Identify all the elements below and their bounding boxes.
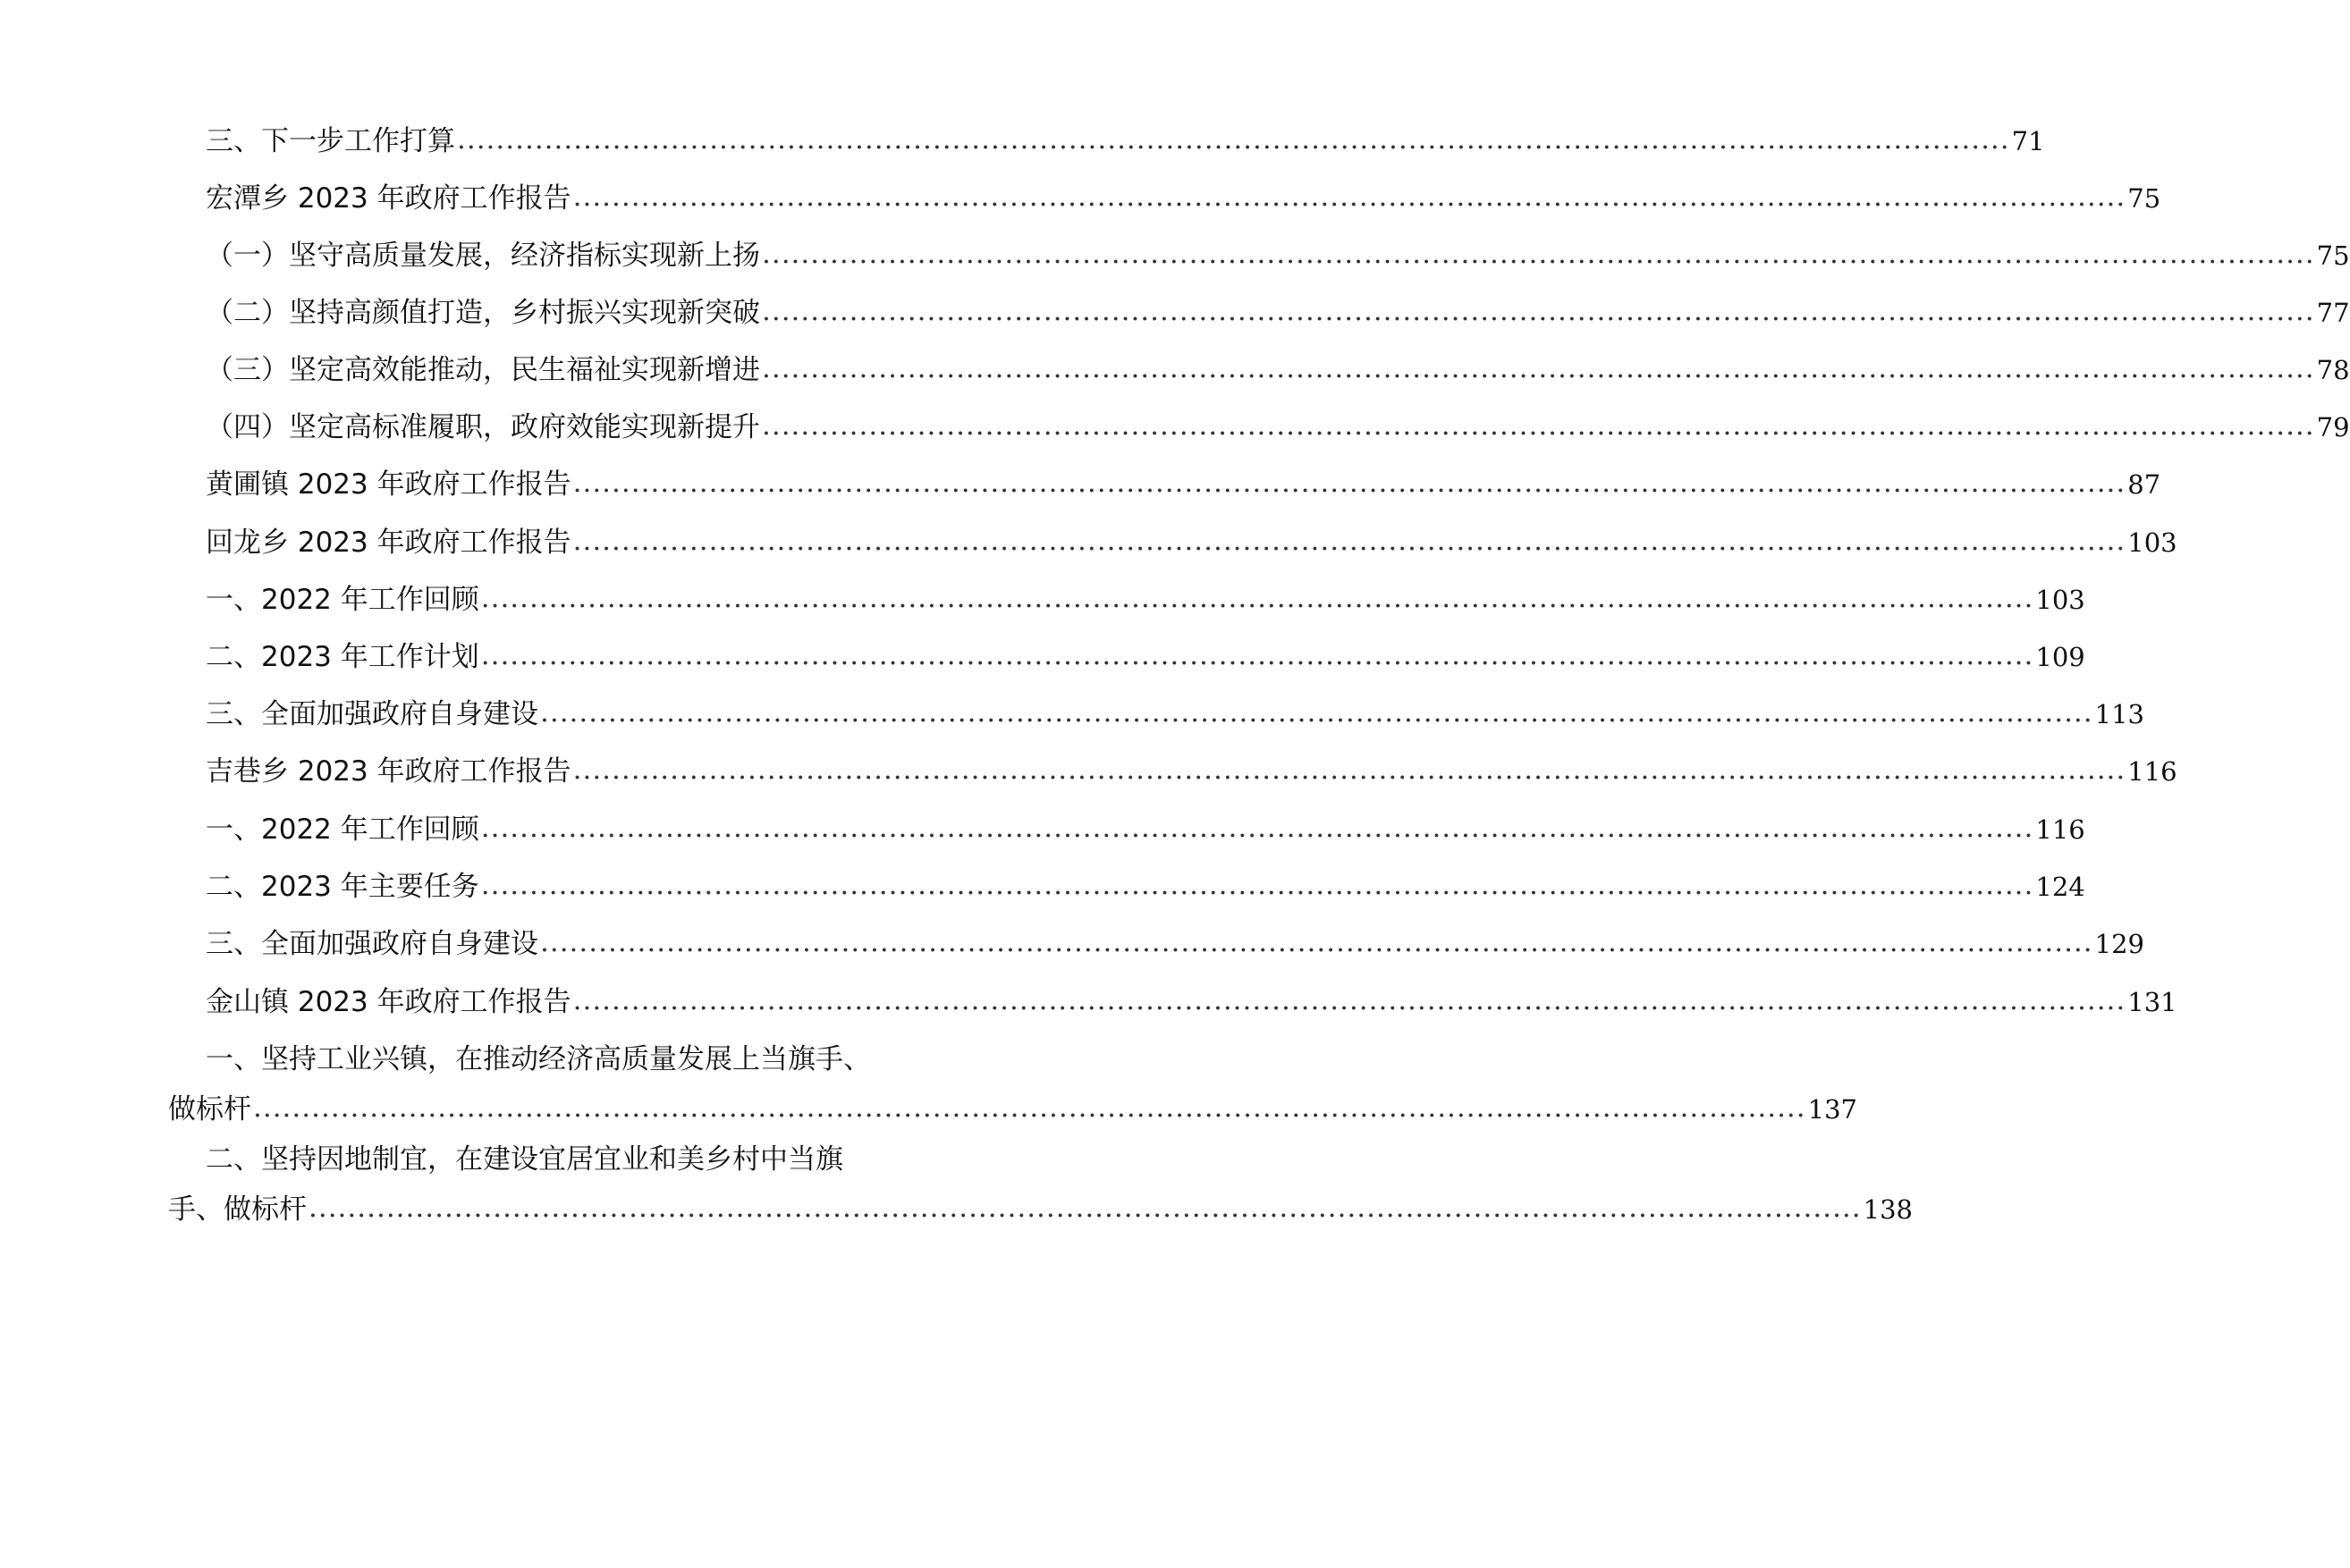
dot-leader: ................................................................................................................................................................ [480,812,2034,844]
dot-leader: ................................................................................................................................................................ [480,869,2034,901]
dot-leader: ................................................................................................................................................................ [762,295,2315,327]
toc-entry[interactable] [168,696,2144,732]
toc-page-number: 116 [2035,814,2085,845]
dot-leader: ................................................................................................................................................................ [762,352,2315,384]
toc-page-number: 129 [2094,929,2144,959]
dot-leader: ................................................................................................................................................................ [253,1092,1806,1124]
toc-page-number: 87 [2127,469,2161,500]
toc-page-number: 77 [2316,298,2350,328]
toc-page-number: 103 [2035,585,2085,615]
toc-entry[interactable] [168,869,2085,905]
toc-entry-title: 黄圃镇 2023 年政府工作报告 [206,468,571,501]
toc-entry-title: 回龙乡 2023 年政府工作报告 [206,527,571,559]
toc-page-number: 75 [2127,183,2161,214]
toc-page-number: 78 [2316,355,2350,385]
toc-entry-title: 二、2023 年主要任务 [206,871,479,903]
toc-entry-title: （一）坚守高质量发展，经济指标实现新上扬 [206,240,760,272]
dot-leader: ................................................................................................................................................................ [540,696,2093,729]
toc-entry[interactable] [168,639,2085,675]
toc-page-number: 109 [2035,642,2085,672]
dot-leader: ................................................................................................................................................................ [762,238,2315,270]
toc-entry-title: 金山镇 2023 年政府工作报告 [206,986,571,1018]
toc-entry-title: （三）坚定高效能推动，民生福祉实现新增进 [206,354,760,386]
toc-entry[interactable] [168,352,2350,388]
toc-entry-title: 三、全面加强政府自身建设 [206,928,538,960]
toc-entry-title: 宏潭乡 2023 年政府工作报告 [206,182,571,215]
toc-entry-title: 一、2022 年工作回顾 [206,814,479,846]
toc-page-number: 137 [1807,1094,1857,1125]
toc-page-number: 138 [1863,1194,1913,1225]
dot-leader: ................................................................................................................................................................ [572,754,2126,786]
dot-leader: ................................................................................................................................................................ [572,984,2126,1016]
dot-leader: ................................................................................................................................................................ [572,181,2126,213]
dot-leader: ................................................................................................................................................................ [480,639,2034,671]
toc-page-number: 131 [2127,987,2177,1017]
toc-entry[interactable] [168,525,2177,561]
toc-page-number: 124 [2035,872,2085,902]
dot-leader: ................................................................................................................................................................ [457,123,2010,156]
toc-entry-title: 三、下一步工作打算 [206,125,455,157]
toc-entry[interactable] [168,238,2350,274]
toc-entry-wrapped[interactable] [168,1142,1913,1227]
toc-entry[interactable] [168,181,2161,216]
toc-page-number: 71 [2011,126,2045,156]
toc-entry[interactable] [168,812,2085,847]
dot-leader: ................................................................................................................................................................ [572,525,2126,557]
toc-entry-title: 三、全面加强政府自身建设 [206,698,538,730]
toc-entry[interactable] [168,295,2350,331]
toc-entry[interactable] [168,409,2350,445]
toc-entry[interactable] [168,754,2177,789]
toc-page-number: 113 [2094,699,2144,729]
toc-entry[interactable] [168,123,2045,159]
toc-entry[interactable] [168,926,2144,962]
dot-leader: ................................................................................................................................................................ [540,926,2093,958]
toc-entry-title: 吉巷乡 2023 年政府工作报告 [206,755,571,788]
toc-page-number: 103 [2127,527,2177,558]
toc-entry[interactable] [168,582,2085,618]
toc-entry-title: 二、2023 年工作计划 [206,641,479,673]
toc-entry-title-continued: 手、做标杆 [168,1193,307,1226]
toc-entry[interactable] [168,984,2177,1020]
toc-entry[interactable] [168,467,2161,502]
dot-leader: ................................................................................................................................................................ [309,1192,1862,1224]
toc-entry-title: 一、坚持工业兴镇，在推动经济高质量发展上当旗手、 [206,1043,871,1075]
toc-entry-title: 二、坚持因地制宜，在建设宜居宜业和美乡村中当旗 [206,1143,843,1176]
toc-entry-title: （四）坚定高标准履职，政府效能实现新提升 [206,411,760,443]
toc-entry-title: （二）坚持高颜值打造，乡村振兴实现新突破 [206,297,760,329]
toc-page-number: 116 [2127,756,2177,787]
toc-page-number: 75 [2316,240,2350,271]
dot-leader: ................................................................................................................................................................ [480,582,2034,614]
toc-entry-wrapped[interactable] [168,1041,1857,1127]
toc-entry-title: 一、2022 年工作回顾 [206,584,479,616]
toc-entry-title-continued: 做标杆 [168,1093,251,1125]
toc-page-number: 79 [2316,412,2350,443]
dot-leader: ................................................................................................................................................................ [572,467,2126,499]
dot-leader: ................................................................................................................................................................ [762,409,2315,442]
